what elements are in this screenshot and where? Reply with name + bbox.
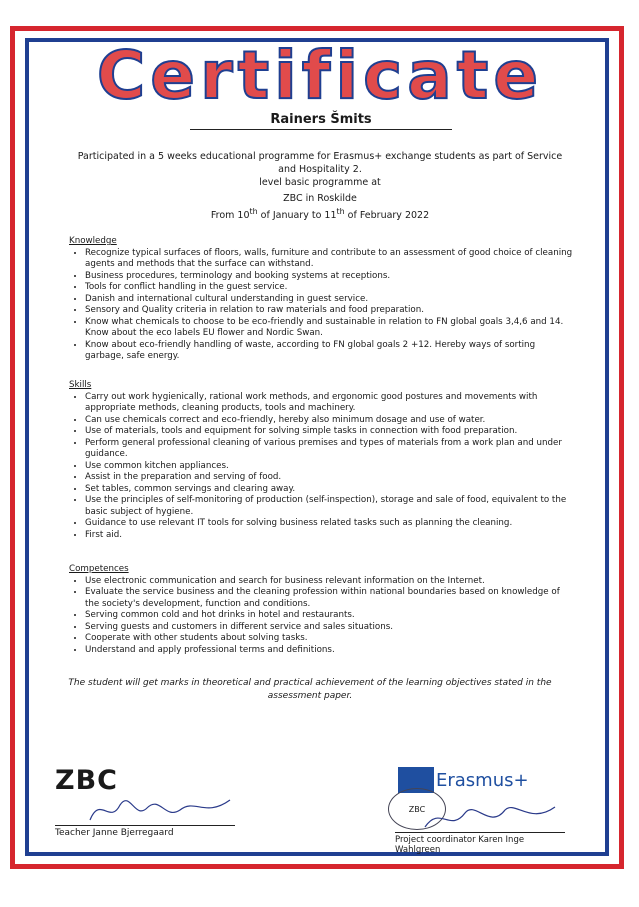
closing-statement: The student will get marks in theoretical and practical achievement of the learning objectives stated in the assessment paper. bbox=[68, 678, 552, 701]
coordinator-signature bbox=[420, 795, 560, 835]
list-item: • Use common kitchen appliances. bbox=[85, 461, 575, 473]
list-item: • Assist in the preparation and serving of food. bbox=[85, 472, 575, 484]
list-item: • Danish and international cultural understanding in guest service. bbox=[85, 294, 575, 306]
intro-line-2: level basic programme at bbox=[259, 177, 381, 188]
list-item: • Understand and apply professional terms and definitions. bbox=[85, 645, 575, 657]
teacher-name: Teacher Janne Bjerregaard bbox=[55, 825, 235, 838]
zbc-logo: ZBC bbox=[55, 765, 118, 796]
zbc-stamp: ZBC bbox=[388, 788, 446, 830]
list-item: • Cooperate with other students about solving tasks. bbox=[85, 633, 575, 645]
list-item: • Use of materials, tools and equipment for solving simple tasks in connection with food preparation. bbox=[85, 426, 575, 438]
venue-and-dates bbox=[120, 192, 520, 222]
list-item: • Serving guests and customers in different service and sales situations. bbox=[85, 622, 575, 634]
date-sup-1: th bbox=[249, 207, 258, 216]
certificate-title: Certificate bbox=[96, 37, 544, 114]
intro-text bbox=[70, 150, 570, 189]
list-item: • First aid. bbox=[85, 530, 575, 542]
skills-list bbox=[55, 392, 575, 542]
coordinator-name: Project coordinator Karen Inge Wahlgreen bbox=[395, 832, 565, 855]
date-prefix: From 10 bbox=[210, 210, 250, 222]
date-sup-2: th bbox=[336, 207, 345, 216]
list-item: • Can use chemicals correct and eco-friendly, hereby also minimum dosage and use of water. bbox=[85, 415, 575, 427]
list-item: • Business procedures, terminology and booking systems at receptions. bbox=[85, 271, 575, 283]
list-item: • Know what chemicals to choose to be eco-friendly and sustainable in relation to FN global goals 3,4,6 and 14. Know about the eco labels EU flower and Nordic Swan. bbox=[85, 317, 575, 340]
list-item: • Serving common cold and hot drinks in hotel and restaurants. bbox=[85, 610, 575, 622]
list-item: • Use electronic communication and search for business relevant information on the Internet. bbox=[85, 576, 575, 588]
venue: ZBC in Roskilde bbox=[283, 193, 357, 204]
list-item: • Guidance to use relevant IT tools for solving business related tasks such as planning the cleaning. bbox=[85, 518, 575, 530]
skills-heading: Skills bbox=[69, 380, 92, 390]
erasmus-logo: Erasmus+ bbox=[436, 770, 529, 791]
list-item: • Perform general professional cleaning of various premises and types of materials from a work plan and under guidance. bbox=[85, 438, 575, 461]
knowledge-section bbox=[55, 236, 575, 363]
date-suffix: of February 2022 bbox=[344, 210, 430, 222]
list-item: • Tools for conflict handling in the guest service. bbox=[85, 282, 575, 294]
skills-section bbox=[55, 380, 575, 541]
list-item: • Know about eco-friendly handling of waste, according to FN global goals 2 +12. Hereby ways of sorting garbage, safe energy. bbox=[85, 340, 575, 363]
list-item: • Recognize typical surfaces of floors, walls, furniture and contribute to an assessment of good choice of cleaning agents and methods that the surface can withstand. bbox=[85, 248, 575, 271]
list-item: • Sensory and Quality criteria in relation to raw materials and food preparation. bbox=[85, 305, 575, 317]
knowledge-list bbox=[55, 248, 575, 363]
intro-line-1: Participated in a 5 weeks educational programme for Erasmus+ exchange students as part of Service and Hospitality 2. bbox=[77, 151, 563, 175]
list-item: • Use the principles of self-monitoring of production (self-inspection), storage and sale of food, equivalent to the basic subject of hygiene. bbox=[85, 495, 575, 518]
competences-section bbox=[55, 564, 575, 656]
competences-heading: Competences bbox=[69, 564, 129, 574]
knowledge-heading: Knowledge bbox=[69, 236, 117, 246]
list-item: • Carry out work hygienically, rational work methods, and ergonomic good postures and movements with appropriate methods, cleaning products, tools and machinery. bbox=[85, 392, 575, 415]
date-range bbox=[120, 205, 520, 222]
recipient-name: Rainers Šmits bbox=[190, 112, 452, 130]
teacher-signature bbox=[85, 790, 235, 830]
date-middle: of January to 11 bbox=[257, 210, 337, 222]
list-item: • Evaluate the service business and the cleaning profession within national boundaries based on knowledge of the society's development, function and conditions. bbox=[85, 587, 575, 610]
competences-list bbox=[55, 576, 575, 657]
list-item: • Set tables, common servings and clearing away. bbox=[85, 484, 575, 496]
